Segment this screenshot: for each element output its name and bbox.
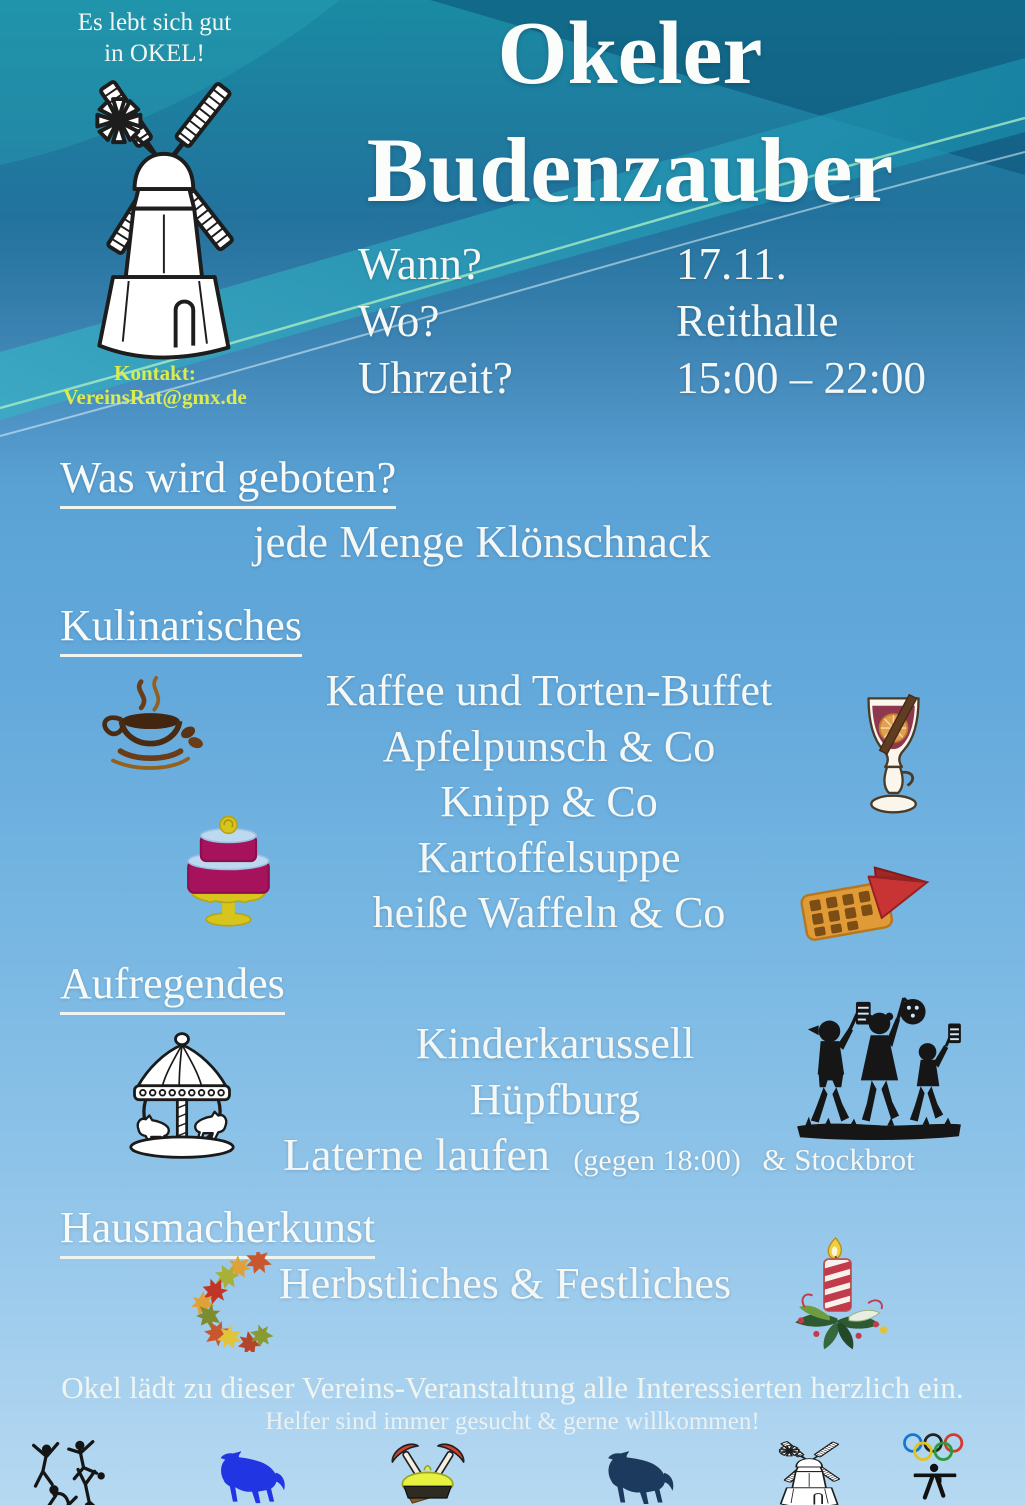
- detail-row-uhrzeit: [358, 350, 926, 407]
- title-line1: Okeler: [497, 4, 763, 103]
- poster-title: [235, 4, 1025, 221]
- blue-horse-icon: [210, 1448, 294, 1505]
- list-item: Knipp & Co: [440, 777, 658, 826]
- acrobats-icon: [28, 1438, 116, 1505]
- detail-value: 15:00 – 22:00: [676, 353, 927, 403]
- title-line2: Budenzauber: [366, 118, 894, 221]
- offered-item: jede Menge Klönschnack: [253, 517, 711, 567]
- fire-brigade-icon: [388, 1438, 468, 1505]
- heading-text: Hausmacherkunst: [60, 1203, 375, 1259]
- candle-icon: [772, 1236, 902, 1356]
- detail-label: Wo?: [358, 296, 440, 346]
- section-heading-hausmacherkunst: [60, 1202, 375, 1253]
- footer-helpers: Helfer sind immer gesucht & gerne willkommen!: [265, 1408, 760, 1435]
- navy-horse-icon: [597, 1448, 683, 1505]
- section-heading-kulinarisches: [60, 600, 302, 651]
- list-item: Hüpfburg: [469, 1075, 641, 1124]
- olympic-shooter-icon: [898, 1430, 972, 1504]
- heading-text: Was wird geboten?: [60, 453, 396, 509]
- event-details: [358, 236, 926, 407]
- detail-label: Wann?: [358, 239, 482, 289]
- list-item: Apfelpunsch & Co: [382, 721, 716, 771]
- detail-row-wann: [358, 236, 926, 293]
- contact-info: [25, 361, 285, 409]
- hausmacherkunst-item: Herbstliches & Festliches: [278, 1259, 732, 1308]
- carousel-icon: [112, 1028, 252, 1163]
- section-heading-aufregendes: [60, 958, 285, 1009]
- lantern-note: (gegen 18:00): [573, 1144, 741, 1177]
- list-item: Kinderkarussell: [415, 1019, 695, 1068]
- kulinarisches-list: [225, 663, 873, 941]
- list-item: heiße Waffeln & Co: [372, 888, 726, 937]
- detail-value: 17.11.: [676, 239, 787, 289]
- detail-value: Reithalle: [676, 296, 839, 346]
- windmill-icon: [766, 1436, 848, 1505]
- section-heading-offered: [60, 452, 396, 503]
- tagline-line2: in OKEL!: [104, 39, 205, 67]
- contact-label: Kontakt:: [114, 361, 196, 385]
- punch-glass-icon: [850, 692, 938, 828]
- list-item: Kaffee und Torten-Buffet: [325, 666, 773, 715]
- children-lanterns-icon: [793, 996, 965, 1148]
- coffee-cup-icon: [92, 676, 210, 784]
- detail-label: Uhrzeit?: [358, 353, 513, 403]
- contact-email: VereinsRat@gmx.de: [63, 385, 247, 410]
- lantern-suffix: & Stockbrot: [762, 1142, 915, 1177]
- heading-text: Aufregendes: [60, 959, 285, 1015]
- aufregendes-list: [230, 1016, 880, 1128]
- list-item: Kartoffelsuppe: [417, 832, 681, 882]
- footer-invite: Okel lädt zu dieser Vereins-Veranstaltung alle Interessierten herzlich ein.: [61, 1370, 964, 1405]
- tagline-line1: Es lebt sich gut: [77, 9, 232, 36]
- windmill-icon: [66, 58, 252, 371]
- heading-text: Kulinarisches: [60, 601, 302, 657]
- waffle-icon: [795, 858, 937, 951]
- lantern-main: Laterne laufen: [283, 1129, 550, 1180]
- detail-row-wo: [358, 293, 926, 350]
- layer-cake-icon: [168, 810, 290, 929]
